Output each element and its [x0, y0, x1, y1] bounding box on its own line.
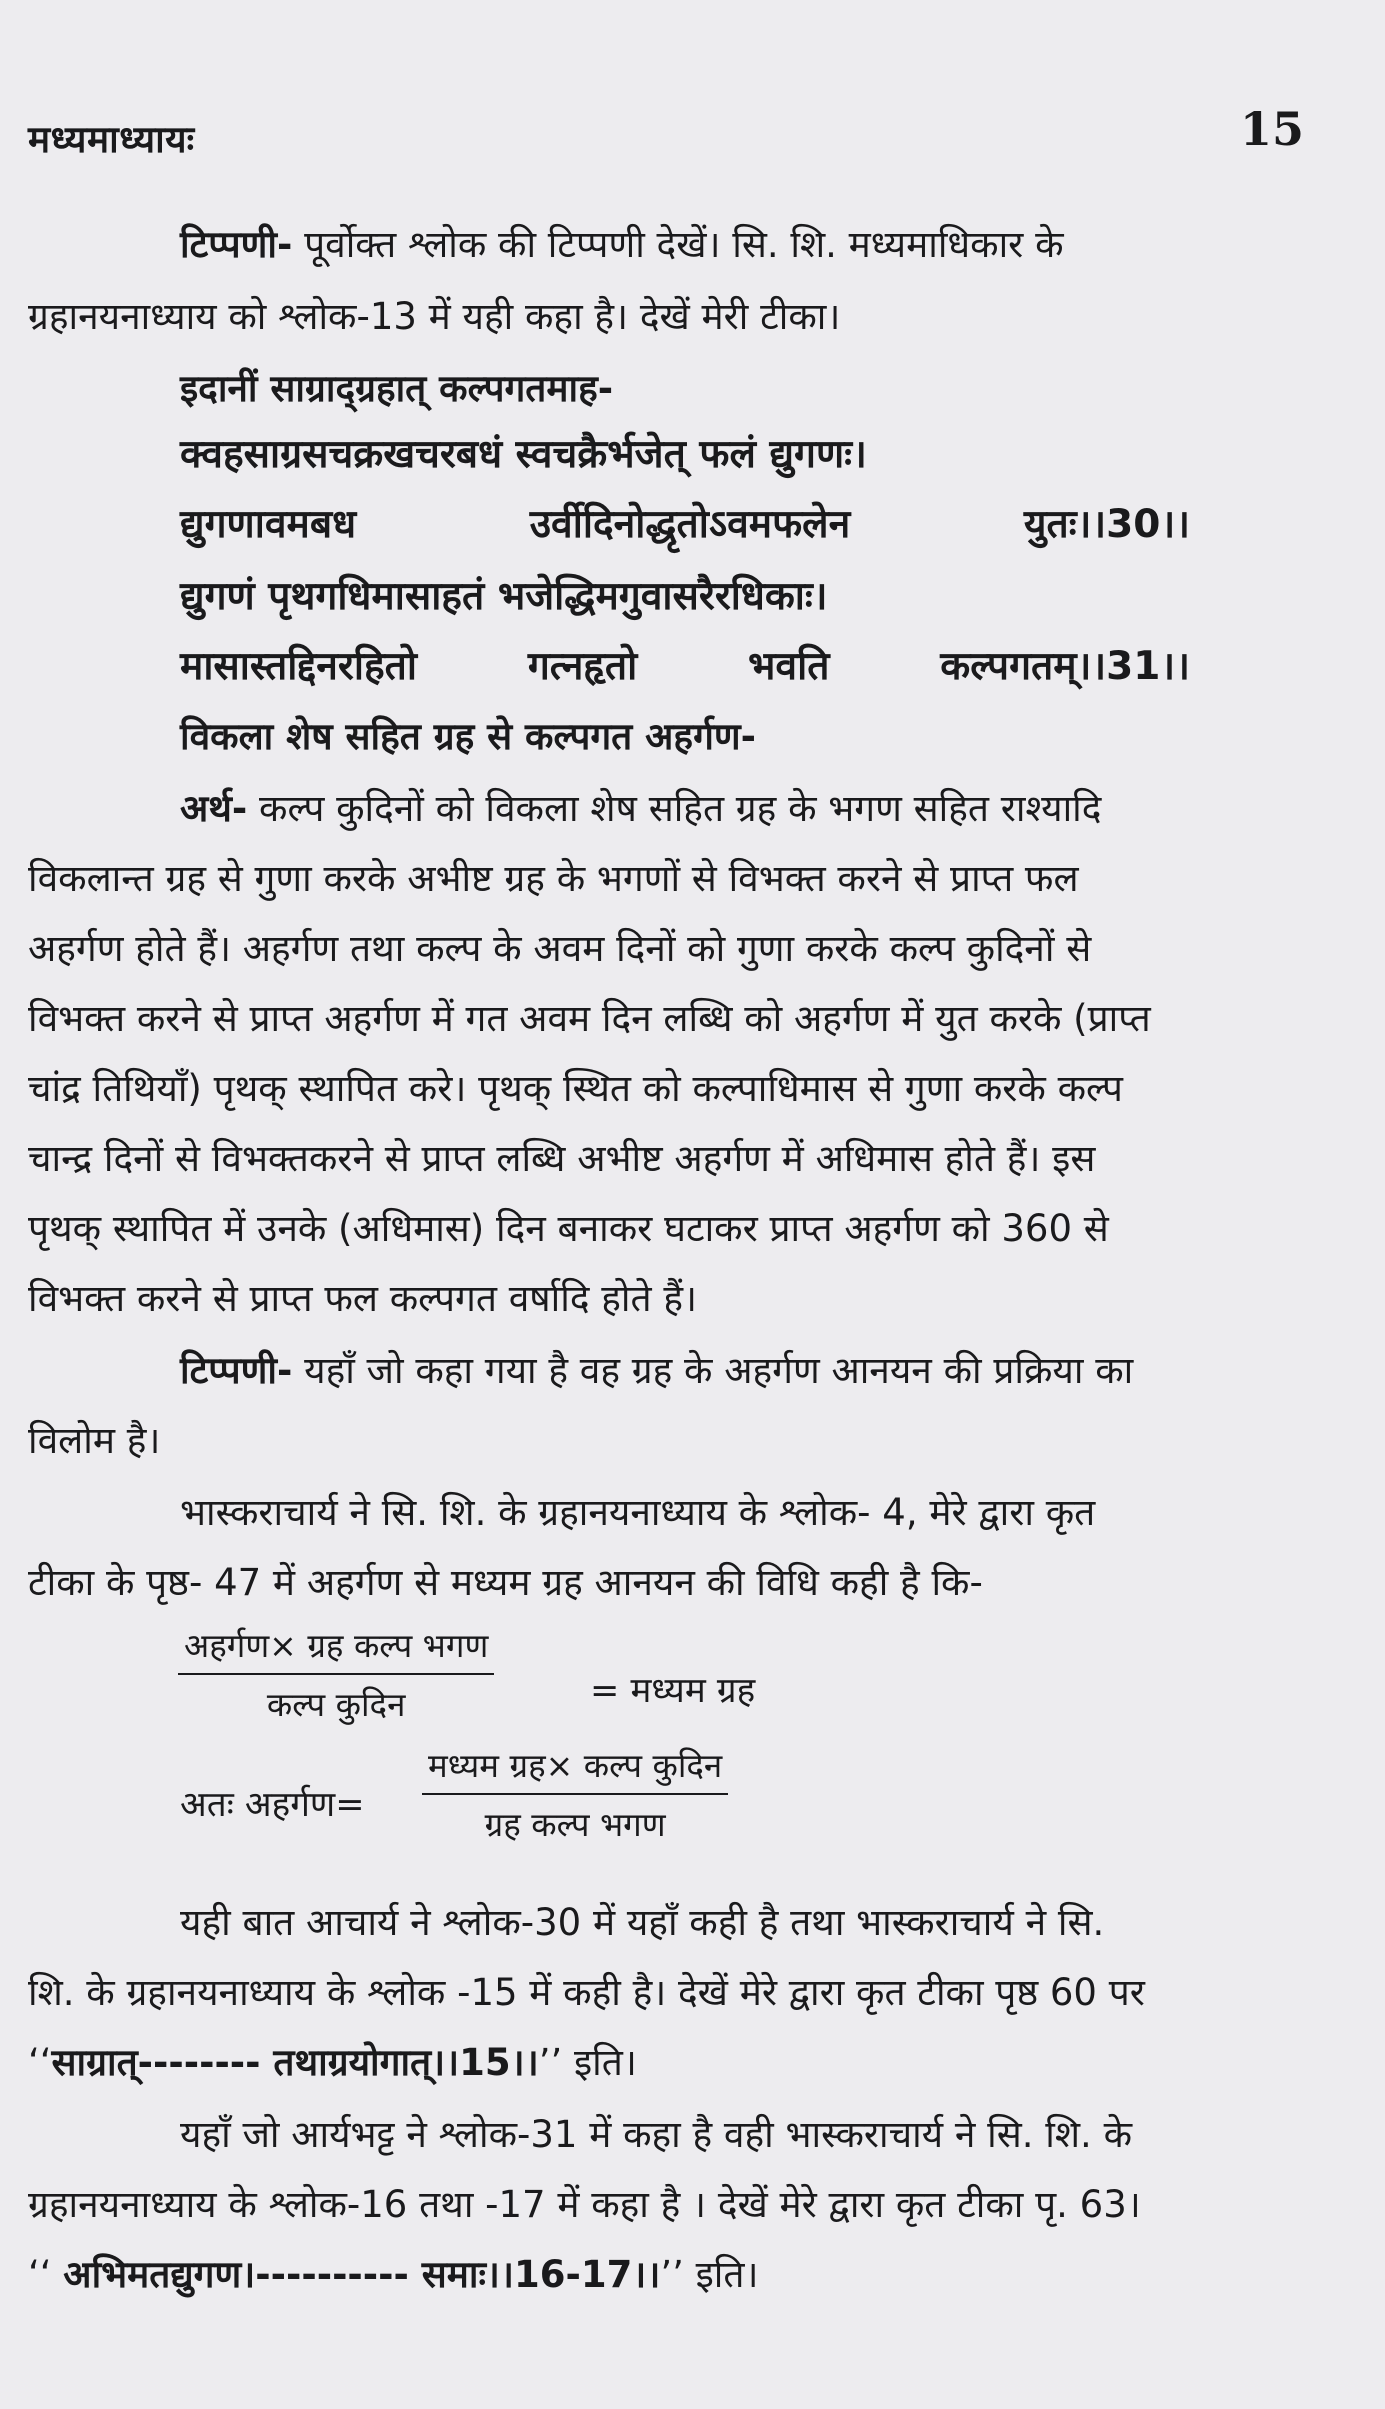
note-paragraph-line: ग्रहानयनाध्याय को श्लोक-13 में यही कहा है। देखें मेरी टीका।: [28, 295, 841, 338]
formula-lhs: अतः अहर्गण=: [180, 1785, 365, 1825]
note-label: टिप्पणी-: [180, 223, 293, 266]
body-line: शि. के ग्रहानयनाध्याय के श्लोक -15 में कही है। देखें मेरे द्वारा कृत टीका पृष्ठ 60 पर: [28, 1971, 1145, 2014]
note-paragraph-line: [180, 1346, 1133, 1396]
quoted-verse: साग्रात्-------- तथाग्रयोगात्।।15।।: [51, 2041, 539, 2084]
meaning-label: अर्थ-: [180, 787, 248, 830]
verse-word: गत्नहृतो: [527, 644, 638, 689]
meaning-text: कल्प कुदिनों को विकला शेष सहित ग्रह के भगण सहित राश्यादि: [247, 787, 1102, 830]
body-line: यही बात आचार्य ने श्लोक-30 में यहाँ कही है तथा भास्कराचार्य ने सि.: [180, 1901, 1105, 1944]
meaning-line: अहर्गण होते हैं। अहर्गण तथा कल्प के अवम दिनों को गुणा करके कल्प कुदिनों से: [28, 927, 1092, 970]
formula-fraction: [422, 1742, 728, 1846]
chapter-title: मध्यमाध्यायः: [28, 118, 195, 161]
quote-mark: ‘‘: [28, 2253, 64, 2296]
meaning-line: विभक्त करने से प्राप्त अहर्गण में गत अवम दिन लब्धि को अहर्गण में युत करके (प्राप्त: [28, 997, 1151, 1040]
quote-close: ’’ इति।: [538, 2041, 637, 2084]
note-paragraph-line: [180, 220, 1302, 270]
body-line: भास्कराचार्य ने सि. शि. के ग्रहानयनाध्याय के श्लोक- 4, मेरे द्वारा कृत: [180, 1491, 1096, 1534]
verse-intro: इदानीं साग्राद्ग्रहात् कल्पगतमाह-: [180, 367, 614, 410]
verse-line: द्युगणं पृथगधिमासाहतं भजेद्धिमगुवासरैरधिकाः।: [180, 574, 828, 619]
formula-numerator: मध्यम ग्रह× कल्प कुदिन: [428, 1746, 723, 1785]
verse-word: उर्वीदिनोद्धृतोऽवमफलेन: [529, 502, 851, 547]
verse-word: मासास्तद्दिनरहितो: [180, 644, 418, 689]
quote-close: ’’ इति।: [660, 2253, 759, 2296]
quote-mark: ‘‘: [28, 2041, 52, 2084]
subheading: विकला शेष सहित ग्रह से कल्पगत अहर्गण-: [180, 715, 757, 758]
note-text: पूर्वोक्त श्लोक की टिप्पणी देखें। सि. शि. मध्यमाधिकार के: [292, 223, 1064, 266]
note-paragraph-line: विलोम है।: [28, 1419, 161, 1462]
meaning-line: चान्द्र दिनों से विभक्तकरने से प्राप्त लब्धि अभीष्ट अहर्गण में अधिमास होते हैं। इस: [28, 1137, 1096, 1180]
verse-word: भवति: [748, 644, 830, 689]
page-number: 15: [1240, 102, 1305, 156]
formula-denominator: ग्रह कल्प भगण: [484, 1805, 666, 1844]
meaning-line: पृथक् स्थापित में उनके (अधिमास) दिन बनाकर घटाकर प्राप्त अहर्गण को 360 से: [28, 1207, 1109, 1250]
verse-word: द्युगणावमबध: [180, 502, 357, 547]
formula-denominator: कल्प कुदिन: [266, 1685, 406, 1724]
quote-line: [28, 2250, 759, 2300]
verse-line: [180, 500, 1190, 550]
verse-word: कल्पगतम्।।31।।: [940, 644, 1190, 689]
quoted-verse: अभिमतद्युगण।---------- समाः।।16-17।।: [63, 2253, 661, 2296]
verse-line: क्वहसाग्रसचक्रखचरबधं स्वचक्रैर्भजेत् फलं द्युगणः।: [180, 432, 867, 477]
meaning-line: [180, 784, 1101, 834]
note-text: यहाँ जो कहा गया है वह ग्रह के अहर्गण आनयन की प्रक्रिया का: [292, 1349, 1134, 1392]
meaning-line: विकलान्त ग्रह से गुणा करके अभीष्ट ग्रह के भगणों से विभक्त करने से प्राप्त फल: [28, 857, 1079, 900]
verse-line: [180, 642, 1190, 692]
verse-word: युतः।।30।।: [1023, 502, 1190, 547]
body-line: टीका के पृष्ठ- 47 में अहर्गण से मध्यम ग्रह आनयन की विधि कही है कि-: [28, 1561, 983, 1604]
meaning-line: विभक्त करने से प्राप्त फल कल्पगत वर्षादि होते हैं।: [28, 1277, 697, 1320]
formula-numerator: अहर्गण× ग्रह कल्प भगण: [184, 1626, 489, 1665]
quote-line: [28, 2038, 637, 2088]
note-label: टिप्पणी-: [180, 1349, 293, 1392]
body-line: ग्रहानयनाध्याय के श्लोक-16 तथा -17 में कहा है । देखें मेरे द्वारा कृत टीका पृ. 63।: [28, 2183, 1141, 2226]
formula-rhs: = मध्यम ग्रह: [590, 1671, 756, 1711]
body-line: यहाँ जो आर्यभट्ट ने श्लोक-31 में कहा है वही भास्कराचार्य ने सि. शि. के: [180, 2113, 1132, 2156]
formula-fraction: [178, 1622, 494, 1726]
meaning-line: चांद्र तिथियाँ) पृथक् स्थापित करे। पृथक् स्थित को कल्पाधिमास से गुणा करके कल्प: [28, 1067, 1123, 1110]
